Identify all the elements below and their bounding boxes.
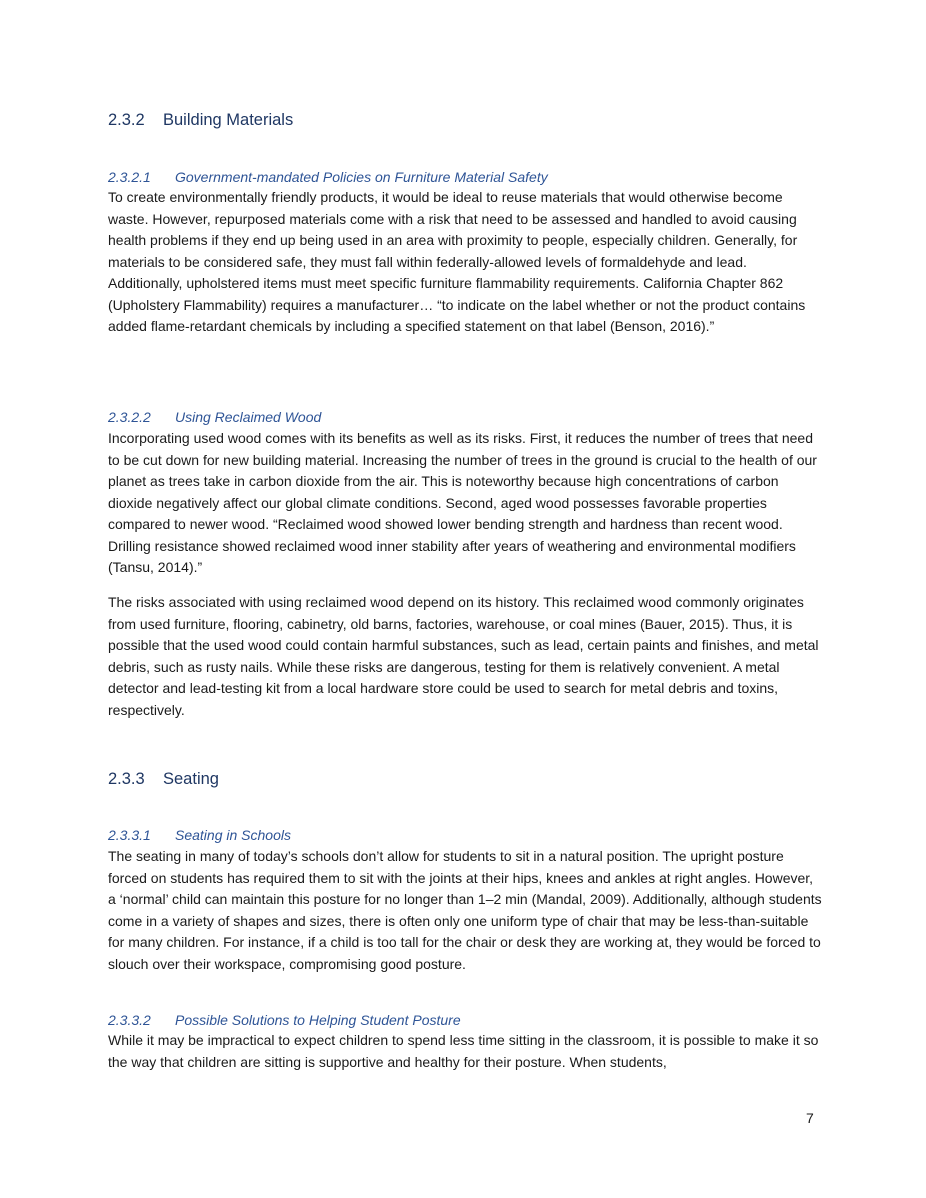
section-heading-2-3-2 xyxy=(108,111,293,130)
paragraph-reclaimed-wood-risks: The risks associated with using reclaimed wood depend on its history. This reclaimed wood commonly originates from used furniture, flooring, cabinetry, old barns, factories, warehouse, or coal mines (Bauer, 2015). Thus, it is possible that the used wood could contain harmful substances, such as lead, certain paints and finishes, and metal debris, such as rusty nails. While these risks are dangerous, testing for them is relatively convenient. A metal detector and lead-testing kit from a local hardware store could be used to search for metal debris and toxins, respectively. xyxy=(108,594,819,718)
subsection-title: Using Reclaimed Wood xyxy=(175,409,322,425)
section-number: 2.3.2 xyxy=(108,111,145,129)
paragraph-seating-in-schools: The seating in many of today’s schools don’t allow for students to sit in a natural position. The upright posture forced on students has required them to sit with the joints at their hips, knees and ankles at right angles. However, a ‘normal’ child can maintain this posture for no longer than 1–2 min (Mandal, 2009). Additionally, although students come in a variety of shapes and sizes, there is often only one uniform type of chair that may be less-than-suitable for many children. For instance, if a child is too tall for the chair or desk they are working at, they would be forced to slouch over their workspace, compromising good posture. xyxy=(108,848,822,972)
paragraph-posture-solutions: While it may be impractical to expect children to spend less time sitting in the classroom, it is possible to make it so the way that children are sitting is supportive and healthy for their posture. When students, xyxy=(108,1032,819,1070)
subsection-title: Seating in Schools xyxy=(175,827,291,843)
subsection-number: 2.3.3.1 xyxy=(108,827,151,843)
section-number: 2.3.3 xyxy=(108,770,145,788)
section-heading-2-3-3 xyxy=(108,770,219,789)
subsection-title: Possible Solutions to Helping Student Posture xyxy=(175,1012,461,1028)
subsection-heading-2-3-3-1 xyxy=(108,827,291,843)
paragraph-reclaimed-wood-benefits: Incorporating used wood comes with its benefits as well as its risks. First, it reduces the number of trees that need to be cut down for new building material. Increasing the number of trees in the ground is crucial to the health of our planet as trees take in carbon dioxide from the air. This is noteworthy because high concentrations of carbon dioxide negatively affect our global climate conditions. Second, aged wood possesses favorable properties compared to newer wood. “Reclaimed wood showed lower bending strength and hardness than recent wood. Drilling resistance showed reclaimed wood inner stability after years of weathering and environmental modifiers (Tansu, 2014).” xyxy=(108,430,817,575)
page-number: 7 xyxy=(806,1110,814,1126)
paragraph-furniture-safety: To create environmentally friendly products, it would be ideal to reuse materials that would otherwise become waste. However, repurposed materials come with a risk that need to be assessed and handled to avoid causing health problems if they end up being used in an area with proximity to people, especially children. Generally, for materials to be considered safe, they must fall within federally-allowed levels of formaldehyde and lead. Additionally, upholstered items must meet specific furniture flammability requirements. California Chapter 862 (Upholstery Flammability) requires a manufacturer… “to indicate on the label whether or not the product contains added flame-retardant chemicals by including a specified statement on that label (Benson, 2016).” xyxy=(108,189,806,334)
subsection-heading-2-3-2-1 xyxy=(108,169,548,185)
subsection-heading-2-3-2-2 xyxy=(108,409,321,425)
subsection-number: 2.3.3.2 xyxy=(108,1012,151,1028)
subsection-heading-2-3-3-2 xyxy=(108,1012,461,1028)
subsection-number: 2.3.2.1 xyxy=(108,169,151,185)
subsection-number: 2.3.2.2 xyxy=(108,409,151,425)
section-title: Building Materials xyxy=(163,111,294,129)
section-title: Seating xyxy=(163,770,219,788)
subsection-title: Government-mandated Policies on Furniture Material Safety xyxy=(175,169,548,185)
